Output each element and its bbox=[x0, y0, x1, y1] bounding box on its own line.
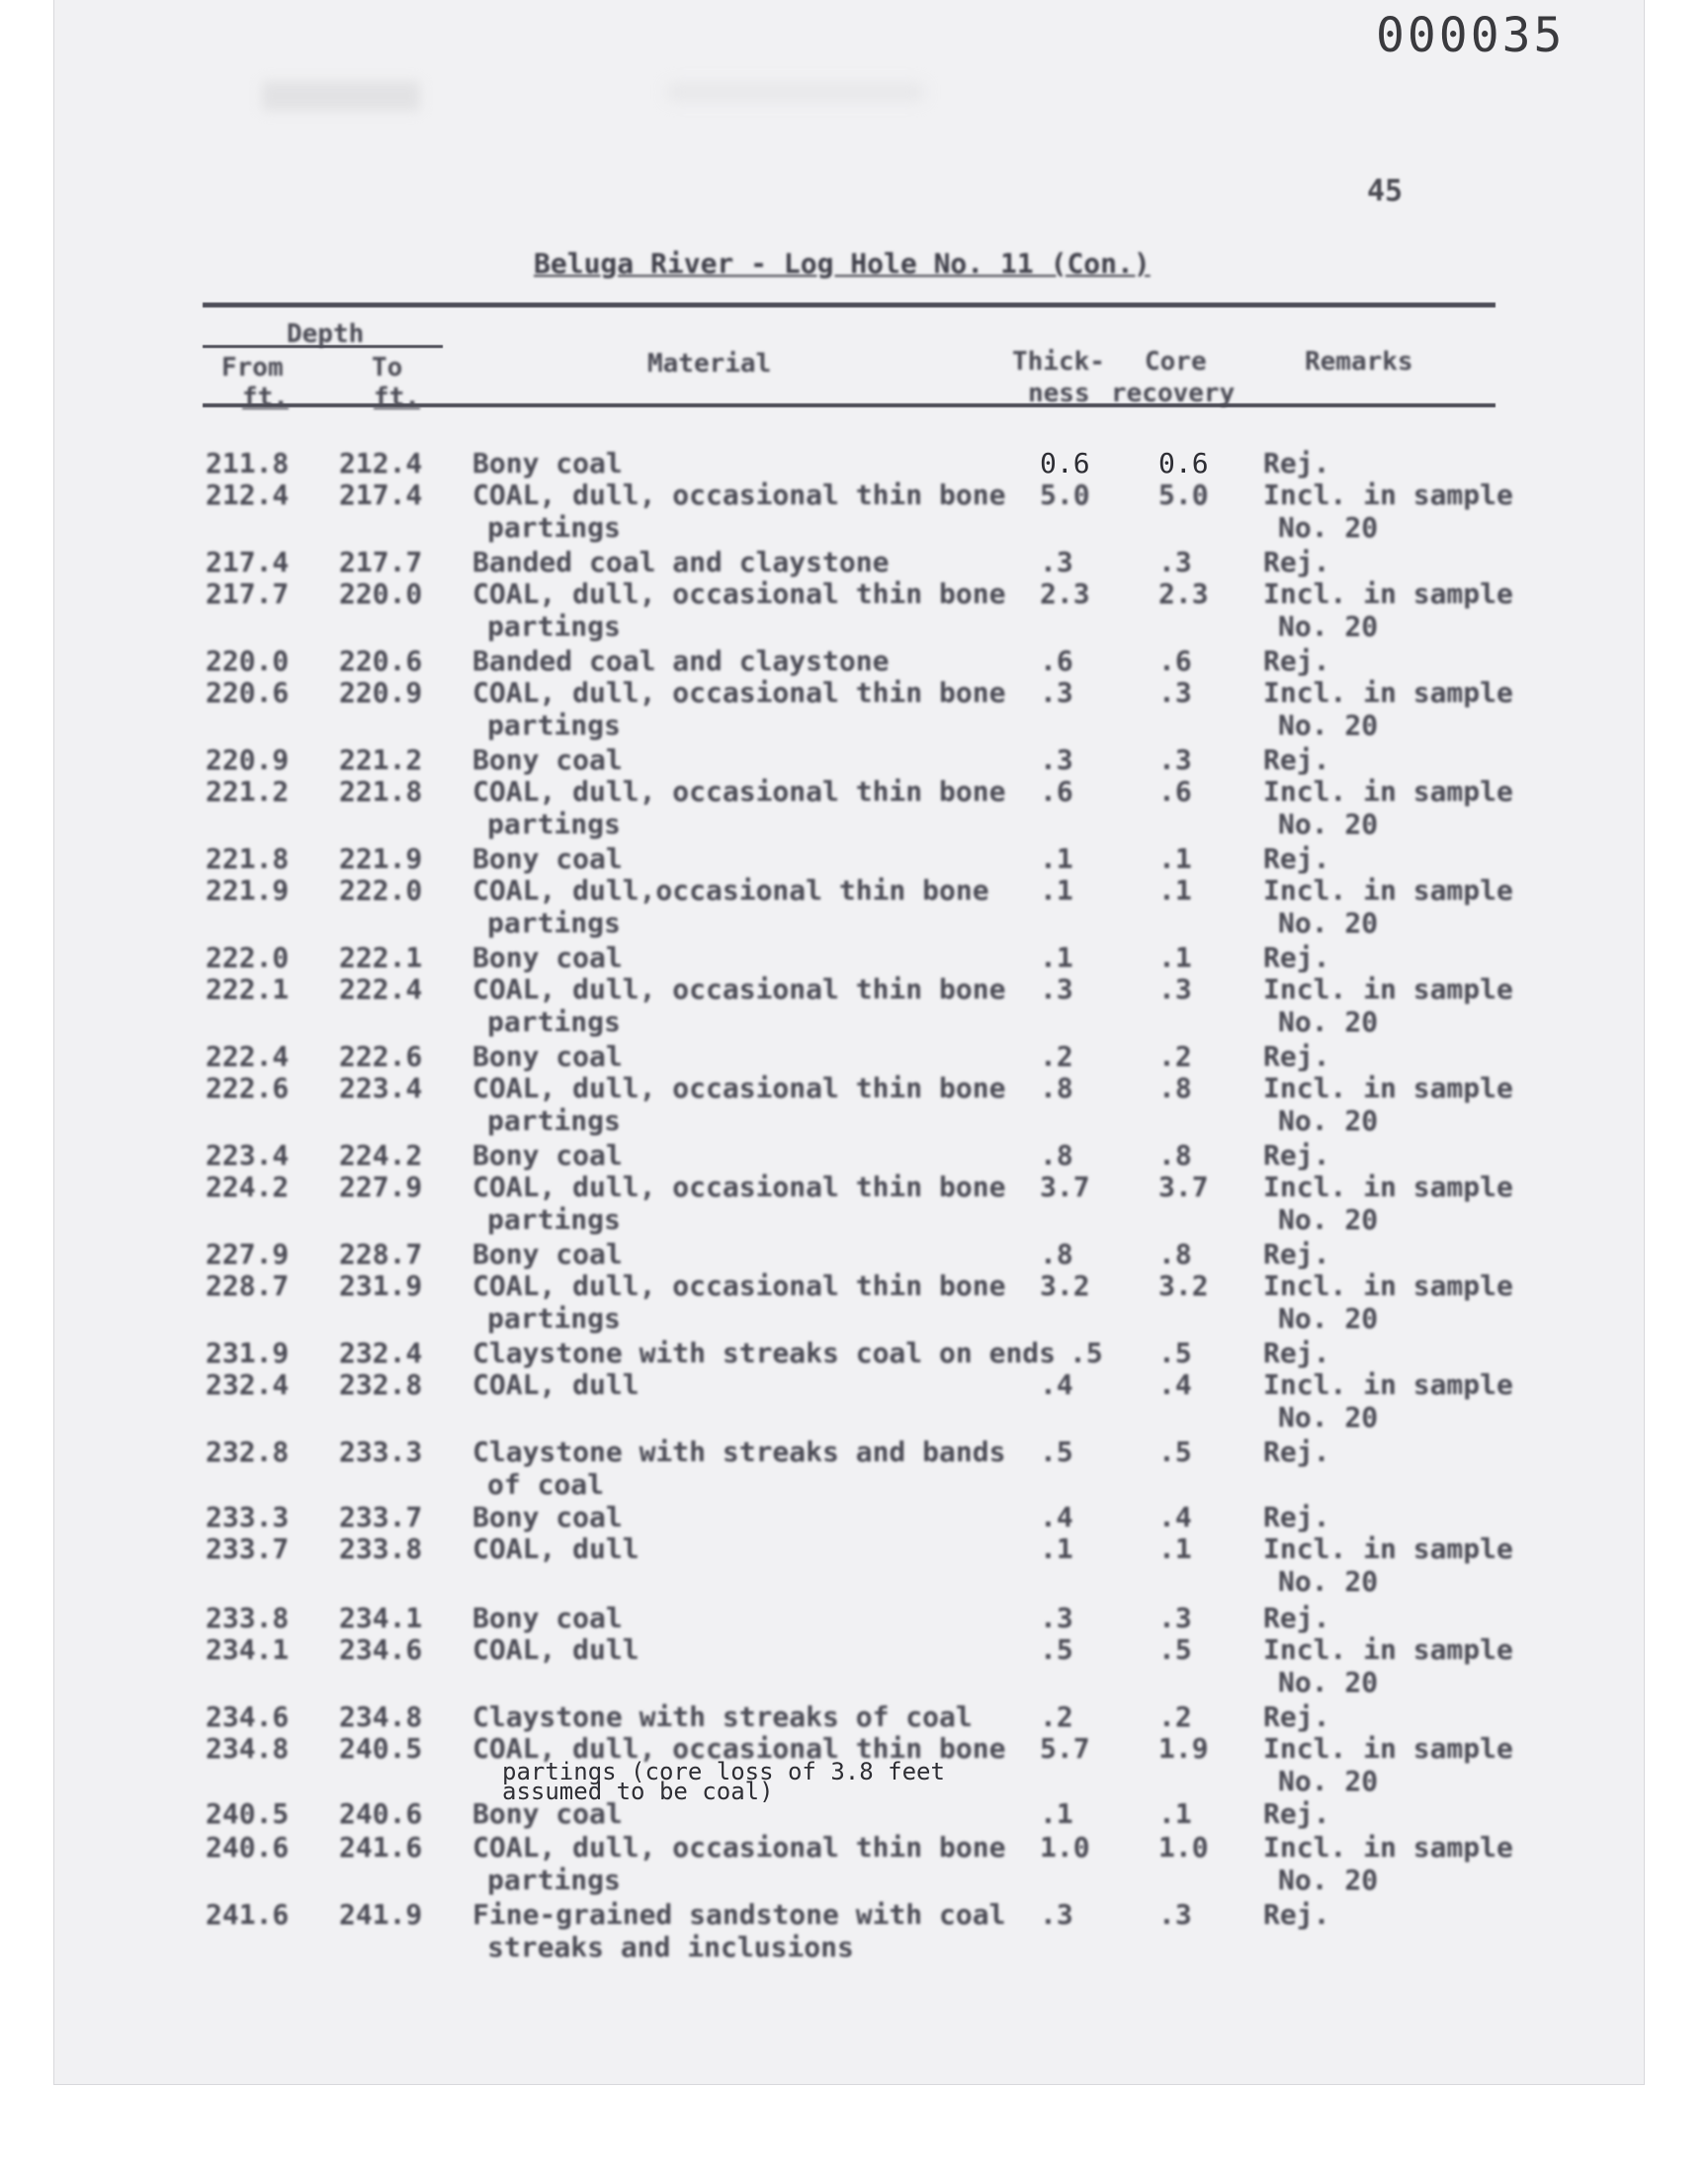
core-recovery-value: .8 bbox=[1158, 1072, 1192, 1104]
thickness-value: .3 bbox=[1040, 973, 1073, 1005]
material-description bbox=[472, 1501, 623, 1533]
material-description bbox=[472, 1368, 640, 1401]
material-line: COAL, dull, occasional thin bone bbox=[472, 973, 1006, 1005]
material-continuation: partings bbox=[487, 907, 621, 939]
remarks bbox=[1263, 1602, 1329, 1634]
thickness-value: .4 bbox=[1040, 1501, 1073, 1533]
thickness-value: .5 bbox=[1040, 1633, 1073, 1666]
material-line: COAL, dull, occasional thin bone bbox=[472, 1269, 1006, 1302]
material-description bbox=[472, 1898, 1005, 1963]
to-depth: 241.6 bbox=[339, 1831, 423, 1864]
thickness-value: .3 bbox=[1040, 676, 1073, 709]
remarks-line: Rej. bbox=[1263, 447, 1330, 479]
from-depth: 221.2 bbox=[206, 775, 290, 808]
material-description bbox=[472, 973, 1005, 1038]
material-continuation: partings bbox=[487, 1864, 621, 1896]
material-description bbox=[472, 645, 889, 677]
to-depth: 234.8 bbox=[339, 1700, 423, 1733]
core-recovery-value: 5.0 bbox=[1158, 478, 1209, 511]
remarks bbox=[1263, 676, 1513, 741]
material-description bbox=[472, 676, 1005, 741]
to-depth: 234.1 bbox=[339, 1602, 423, 1634]
core-recovery-value: .3 bbox=[1158, 973, 1192, 1005]
material-line: COAL, dull, occasional thin bone bbox=[472, 1732, 1006, 1765]
material-line: Bony coal bbox=[472, 1139, 623, 1172]
from-depth: 234.8 bbox=[206, 1732, 290, 1765]
thickness-header: Thick- bbox=[1012, 347, 1105, 377]
from-depth: 220.9 bbox=[206, 743, 290, 776]
remarks-continuation: No. 20 bbox=[1278, 511, 1379, 544]
remarks bbox=[1263, 447, 1329, 479]
remarks bbox=[1263, 1633, 1513, 1698]
core-recovery-value: 0.6 bbox=[1158, 447, 1209, 479]
remarks bbox=[1263, 1436, 1329, 1468]
remarks-line: Incl. in sample bbox=[1263, 775, 1513, 808]
thickness-value: .2 bbox=[1040, 1700, 1073, 1733]
remarks-line: Incl. in sample bbox=[1263, 478, 1513, 511]
remarks bbox=[1263, 1337, 1329, 1369]
material-line: COAL, dull bbox=[472, 1633, 640, 1666]
remarks-line: Incl. in sample bbox=[1263, 874, 1513, 907]
thickness-value: .3 bbox=[1040, 743, 1073, 776]
remarks bbox=[1263, 941, 1329, 974]
core-recovery-value: 3.7 bbox=[1158, 1171, 1209, 1203]
remarks bbox=[1263, 546, 1329, 578]
from-depth: 234.1 bbox=[206, 1633, 290, 1666]
material-continuation: partings bbox=[487, 709, 621, 741]
thickness-value: .8 bbox=[1040, 1238, 1073, 1270]
material-continuation: partings bbox=[487, 511, 621, 544]
remarks bbox=[1263, 1532, 1513, 1598]
remarks bbox=[1263, 743, 1329, 776]
material-line: COAL, dull, occasional thin bone bbox=[472, 577, 1006, 610]
core-recovery-value: .3 bbox=[1158, 546, 1192, 578]
from-depth: 223.4 bbox=[206, 1139, 290, 1172]
core-recovery-value: .4 bbox=[1158, 1501, 1192, 1533]
to-depth: 222.0 bbox=[339, 874, 423, 907]
to-depth: 233.8 bbox=[339, 1532, 423, 1565]
core-recovery-header: Core bbox=[1145, 347, 1207, 377]
remarks-line: Rej. bbox=[1263, 1040, 1330, 1073]
material-header: Material bbox=[647, 349, 772, 379]
remarks bbox=[1263, 1501, 1329, 1533]
thickness-value: .3 bbox=[1040, 1602, 1073, 1634]
material-line: Banded coal and claystone bbox=[472, 546, 890, 578]
to-depth: 222.6 bbox=[339, 1040, 423, 1073]
material-line: COAL, dull, occasional thin bone bbox=[472, 1072, 1006, 1104]
remarks-line: Rej. bbox=[1263, 1238, 1330, 1270]
thickness-value: .3 bbox=[1040, 546, 1073, 578]
core-recovery-value: .1 bbox=[1158, 1532, 1192, 1565]
from-depth: 233.8 bbox=[206, 1602, 290, 1634]
from-depth: 221.9 bbox=[206, 874, 290, 907]
remarks-line: Incl. in sample bbox=[1263, 577, 1513, 610]
thickness-value: .1 bbox=[1040, 1797, 1073, 1830]
material-continuation: partings bbox=[487, 1302, 621, 1335]
from-depth: 220.6 bbox=[206, 676, 290, 709]
from-depth: 233.3 bbox=[206, 1501, 290, 1533]
remarks bbox=[1263, 1368, 1513, 1434]
remarks bbox=[1263, 1732, 1513, 1797]
remarks-line: Rej. bbox=[1263, 1898, 1330, 1931]
material-description bbox=[472, 1831, 1005, 1896]
remarks-line: Rej. bbox=[1263, 941, 1330, 974]
core-recovery-value: .3 bbox=[1158, 743, 1192, 776]
material-line: COAL, dull, occasional thin bone bbox=[472, 478, 1006, 511]
thickness-value: .1 bbox=[1040, 1532, 1073, 1565]
to-depth: 212.4 bbox=[339, 447, 423, 479]
core-recovery-value: 1.9 bbox=[1158, 1732, 1209, 1765]
material-description bbox=[472, 577, 1005, 643]
material-continuation: partings bbox=[487, 610, 621, 643]
from-depth: 221.8 bbox=[206, 842, 290, 875]
material-line: Bony coal bbox=[472, 447, 623, 479]
material-line: Bony coal bbox=[472, 842, 623, 875]
to-depth: 234.6 bbox=[339, 1633, 423, 1666]
to-depth: 240.6 bbox=[339, 1797, 423, 1830]
material-description bbox=[472, 478, 1005, 544]
material-line: Bony coal bbox=[472, 1797, 623, 1830]
thickness-value: .8 bbox=[1040, 1139, 1073, 1172]
material-description bbox=[472, 1139, 623, 1172]
remarks-continuation: No. 20 bbox=[1278, 1765, 1379, 1797]
to-unit-header: ft. bbox=[374, 383, 420, 412]
to-depth: 220.0 bbox=[339, 577, 423, 610]
core-recovery-value: .3 bbox=[1158, 676, 1192, 709]
thickness-value: .3 bbox=[1040, 1898, 1073, 1931]
material-continuation: streaks and inclusions bbox=[487, 1931, 854, 1963]
thickness-value: 5.7 bbox=[1040, 1732, 1090, 1765]
to-depth: 221.2 bbox=[339, 743, 423, 776]
core-recovery-value: .1 bbox=[1158, 1797, 1192, 1830]
remarks-line: Incl. in sample bbox=[1263, 1171, 1513, 1203]
material-description bbox=[472, 743, 623, 776]
from-depth: 222.0 bbox=[206, 941, 290, 974]
core-recovery-value: .1 bbox=[1158, 941, 1192, 974]
remarks-line: Rej. bbox=[1263, 546, 1330, 578]
core-recovery-value: .1 bbox=[1158, 842, 1192, 875]
material-line: COAL, dull, occasional thin bone bbox=[472, 1831, 1006, 1864]
remarks bbox=[1263, 874, 1513, 939]
to-depth: 241.9 bbox=[339, 1898, 423, 1931]
thickness-value: 5.0 bbox=[1040, 478, 1090, 511]
material-description bbox=[472, 1532, 640, 1565]
material-description bbox=[472, 1436, 1005, 1501]
from-depth: 222.4 bbox=[206, 1040, 290, 1073]
remarks-line: Rej. bbox=[1263, 1501, 1330, 1533]
thickness-value: .1 bbox=[1040, 842, 1073, 875]
remarks bbox=[1263, 1238, 1329, 1270]
core-recovery-value: .5 bbox=[1158, 1337, 1192, 1369]
remarks-continuation: No. 20 bbox=[1278, 1666, 1379, 1698]
to-depth: 222.4 bbox=[339, 973, 423, 1005]
material-continuation: partings bbox=[487, 1104, 621, 1137]
thickness-value: 1.0 bbox=[1040, 1831, 1090, 1864]
from-depth: 227.9 bbox=[206, 1238, 290, 1270]
remarks bbox=[1263, 842, 1329, 875]
remarks bbox=[1263, 775, 1513, 840]
material-line: Banded coal and claystone bbox=[472, 645, 890, 677]
remarks-line: Rej. bbox=[1263, 743, 1330, 776]
remarks bbox=[1263, 1700, 1329, 1733]
remarks-line: Incl. in sample bbox=[1263, 1269, 1513, 1302]
material-description bbox=[472, 1171, 1005, 1236]
remarks-line: Rej. bbox=[1263, 1797, 1330, 1830]
remarks bbox=[1263, 1797, 1329, 1830]
thickness-value: .1 bbox=[1040, 941, 1073, 974]
material-line: COAL, dull, occasional thin bone bbox=[472, 1171, 1006, 1203]
thickness-header-line2: ness bbox=[1028, 379, 1090, 408]
core-recovery-value: 1.0 bbox=[1158, 1831, 1209, 1864]
from-depth: 211.8 bbox=[206, 447, 290, 479]
remarks-line: Rej. bbox=[1263, 645, 1330, 677]
material-description bbox=[472, 1633, 640, 1666]
remarks-continuation: No. 20 bbox=[1278, 1302, 1379, 1335]
thickness-value: .8 bbox=[1040, 1072, 1073, 1104]
to-depth: 222.1 bbox=[339, 941, 423, 974]
material-description bbox=[472, 1700, 973, 1733]
thickness-value: 2.3 bbox=[1040, 577, 1090, 610]
remarks-line: Incl. in sample bbox=[1263, 1532, 1513, 1565]
core-recovery-value: .3 bbox=[1158, 1602, 1192, 1634]
thickness-value: .4 bbox=[1040, 1368, 1073, 1401]
from-depth: 233.7 bbox=[206, 1532, 290, 1565]
from-depth: 234.6 bbox=[206, 1700, 290, 1733]
core-loss-note: partings (core loss of 3.8 feet assumed to be coal) bbox=[502, 1758, 945, 1805]
remarks-continuation: No. 20 bbox=[1278, 1864, 1379, 1896]
material-line: COAL, dull, occasional thin bone bbox=[472, 775, 1006, 808]
core-recovery-value: .3 bbox=[1158, 1898, 1192, 1931]
depth-header: Depth bbox=[287, 319, 365, 349]
to-depth: 221.9 bbox=[339, 842, 423, 875]
remarks-line: Rej. bbox=[1263, 1436, 1330, 1468]
remarks-line: Rej. bbox=[1263, 1602, 1330, 1634]
page-number: 45 bbox=[1367, 174, 1404, 209]
material-description bbox=[472, 1602, 623, 1634]
material-line: Bony coal bbox=[472, 743, 623, 776]
material-line: Bony coal bbox=[472, 1238, 623, 1270]
core-recovery-value: .5 bbox=[1158, 1633, 1192, 1666]
from-depth: 222.1 bbox=[206, 973, 290, 1005]
thickness-value: .1 bbox=[1040, 874, 1073, 907]
thickness-value: .5 bbox=[1069, 1337, 1103, 1369]
core-recovery-value: .8 bbox=[1158, 1139, 1192, 1172]
remarks-line: Incl. in sample bbox=[1263, 1732, 1513, 1765]
remarks bbox=[1263, 478, 1513, 544]
core-recovery-value: 2.3 bbox=[1158, 577, 1209, 610]
remarks bbox=[1263, 973, 1513, 1038]
material-description bbox=[472, 874, 989, 939]
from-depth: 232.4 bbox=[206, 1368, 290, 1401]
remarks-line: Incl. in sample bbox=[1263, 676, 1513, 709]
remarks-continuation: No. 20 bbox=[1278, 1104, 1379, 1137]
core-recovery-value: .6 bbox=[1158, 645, 1192, 677]
from-depth: 240.6 bbox=[206, 1831, 290, 1864]
remarks-line: Rej. bbox=[1263, 1700, 1330, 1733]
material-description bbox=[472, 1269, 1005, 1335]
material-line: COAL, dull bbox=[472, 1532, 640, 1565]
from-depth: 217.4 bbox=[206, 546, 290, 578]
core-recovery-value: 3.2 bbox=[1158, 1269, 1209, 1302]
core-recovery-value: .2 bbox=[1158, 1040, 1192, 1073]
material-description bbox=[472, 1238, 623, 1270]
thickness-value: .5 bbox=[1040, 1436, 1073, 1468]
remarks-header: Remarks bbox=[1305, 347, 1413, 377]
material-continuation: partings bbox=[487, 1203, 621, 1236]
core-recovery-value: .6 bbox=[1158, 775, 1192, 808]
to-depth: 232.4 bbox=[339, 1337, 423, 1369]
material-continuation: partings bbox=[487, 1005, 621, 1038]
from-depth: 217.7 bbox=[206, 577, 290, 610]
thickness-value: .6 bbox=[1040, 775, 1073, 808]
from-depth: 212.4 bbox=[206, 478, 290, 511]
core-recovery-value: .2 bbox=[1158, 1700, 1192, 1733]
material-description bbox=[472, 1040, 623, 1073]
to-header: To bbox=[372, 353, 403, 383]
to-depth: 220.9 bbox=[339, 676, 423, 709]
remarks bbox=[1263, 1040, 1329, 1073]
material-line: Bony coal bbox=[472, 941, 623, 974]
to-depth: 233.3 bbox=[339, 1436, 423, 1468]
material-line: COAL, dull, occasional thin bone bbox=[472, 676, 1006, 709]
remarks bbox=[1263, 577, 1513, 643]
remarks-continuation: No. 20 bbox=[1278, 1401, 1379, 1434]
to-depth: 224.2 bbox=[339, 1139, 423, 1172]
remarks-continuation: No. 20 bbox=[1278, 808, 1379, 840]
thickness-value: 0.6 bbox=[1040, 447, 1090, 479]
from-depth: 231.9 bbox=[206, 1337, 290, 1369]
remarks bbox=[1263, 1269, 1513, 1335]
page-title: Beluga River - Log Hole No. 11 (Con.) bbox=[534, 247, 1151, 280]
material-line: COAL, dull,occasional thin bone bbox=[472, 874, 989, 907]
to-depth: 231.9 bbox=[339, 1269, 423, 1302]
remarks bbox=[1263, 1139, 1329, 1172]
to-depth: 217.7 bbox=[339, 546, 423, 578]
remarks-continuation: No. 20 bbox=[1278, 610, 1379, 643]
material-description bbox=[472, 546, 889, 578]
from-header: From bbox=[221, 353, 284, 383]
material-line: Claystone with streaks and bands bbox=[472, 1436, 1006, 1468]
material-description bbox=[472, 842, 623, 875]
material-continuation: partings bbox=[487, 808, 621, 840]
core-recovery-value: .1 bbox=[1158, 874, 1192, 907]
document-number: 000035 bbox=[1376, 8, 1566, 63]
to-depth: 228.7 bbox=[339, 1238, 423, 1270]
thickness-value: 3.2 bbox=[1040, 1269, 1090, 1302]
to-depth: 232.8 bbox=[339, 1368, 423, 1401]
remarks bbox=[1263, 1898, 1329, 1931]
remarks-line: Incl. in sample bbox=[1263, 1831, 1513, 1864]
material-line: Bony coal bbox=[472, 1040, 623, 1073]
to-depth: 220.6 bbox=[339, 645, 423, 677]
remarks-line: Rej. bbox=[1263, 1139, 1330, 1172]
from-depth: 224.2 bbox=[206, 1171, 290, 1203]
from-depth: 220.0 bbox=[206, 645, 290, 677]
thickness-value: .2 bbox=[1040, 1040, 1073, 1073]
core-recovery-value: .8 bbox=[1158, 1238, 1192, 1270]
material-line: Claystone with streaks of coal bbox=[472, 1700, 973, 1733]
material-description bbox=[472, 1337, 1056, 1369]
material-line: Fine-grained sandstone with coal bbox=[472, 1898, 1006, 1931]
remarks-line: Incl. in sample bbox=[1263, 1633, 1513, 1666]
to-depth: 240.5 bbox=[339, 1732, 423, 1765]
remarks bbox=[1263, 645, 1329, 677]
to-depth: 223.4 bbox=[339, 1072, 423, 1104]
material-description bbox=[472, 941, 623, 974]
remarks-line: Incl. in sample bbox=[1263, 973, 1513, 1005]
core-recovery-value: .5 bbox=[1158, 1436, 1192, 1468]
to-depth: 227.9 bbox=[339, 1171, 423, 1203]
to-depth: 221.8 bbox=[339, 775, 423, 808]
material-line: Bony coal bbox=[472, 1501, 623, 1533]
from-depth: 228.7 bbox=[206, 1269, 290, 1302]
remarks-continuation: No. 20 bbox=[1278, 1203, 1379, 1236]
remarks bbox=[1263, 1171, 1513, 1236]
material-continuation: of coal bbox=[487, 1468, 605, 1501]
from-depth: 232.8 bbox=[206, 1436, 290, 1468]
remarks-continuation: No. 20 bbox=[1278, 907, 1379, 939]
remarks-line: Rej. bbox=[1263, 1337, 1330, 1369]
from-depth: 241.6 bbox=[206, 1898, 290, 1931]
core-recovery-value: .4 bbox=[1158, 1368, 1192, 1401]
material-line: Claystone with streaks coal on ends bbox=[472, 1337, 1057, 1369]
remarks-continuation: No. 20 bbox=[1278, 1565, 1379, 1598]
material-line: COAL, dull bbox=[472, 1368, 640, 1401]
to-depth: 233.7 bbox=[339, 1501, 423, 1533]
remarks-continuation: No. 20 bbox=[1278, 709, 1379, 741]
from-depth: 240.5 bbox=[206, 1797, 290, 1830]
to-depth: 217.4 bbox=[339, 478, 423, 511]
remarks bbox=[1263, 1072, 1513, 1137]
from-depth: 222.6 bbox=[206, 1072, 290, 1104]
material-description bbox=[472, 1072, 1005, 1137]
material-description bbox=[472, 447, 623, 479]
material-line: Bony coal bbox=[472, 1602, 623, 1634]
thickness-value: .6 bbox=[1040, 645, 1073, 677]
remarks-line: Rej. bbox=[1263, 842, 1330, 875]
material-description bbox=[472, 775, 1005, 840]
remarks-line: Incl. in sample bbox=[1263, 1072, 1513, 1104]
remarks bbox=[1263, 1831, 1513, 1896]
from-unit-header: ft. bbox=[242, 383, 289, 412]
thickness-value: 3.7 bbox=[1040, 1171, 1090, 1203]
remarks-line: Incl. in sample bbox=[1263, 1368, 1513, 1401]
core-recovery-header-line2: recovery bbox=[1111, 379, 1236, 408]
remarks-continuation: No. 20 bbox=[1278, 1005, 1379, 1038]
